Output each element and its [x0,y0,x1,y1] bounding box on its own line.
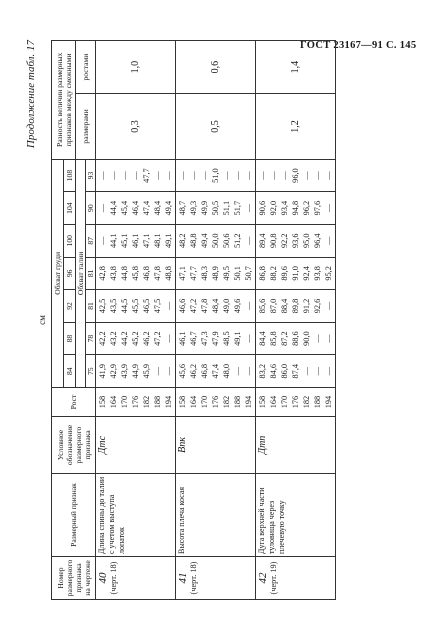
measurement-value: 97,6 [313,200,322,216]
measurement-value: 47,2 [153,331,162,346]
measurement-value: 50,6 [222,233,231,249]
measurement-value: 45,4 [120,200,129,216]
page-header: ГОСТ 23167—91 С. 145 [300,40,417,51]
measurement-value: 46,4 [131,200,140,216]
measurement-value: 46,1 [178,331,187,346]
value-column [256,322,336,355]
waist-value: 93 [86,171,95,180]
measurement-value: 50,0 [211,233,220,249]
measurement-value: — [164,301,173,311]
measurement-value: 49,4 [200,233,209,249]
measurement-value: 48,4 [153,200,162,216]
measurement-value: 48,0 [222,363,231,379]
value-column [256,159,336,192]
measurement-value: 49,3 [189,200,198,216]
measurement-value: — [164,334,173,343]
measurement-value: 89,6 [280,266,289,281]
measurement-value: — [164,367,173,376]
waist-subheader [76,159,96,387]
height-value: 194 [164,395,173,409]
measurement-value: — [131,171,140,180]
measurement-value: 45,8 [131,266,140,281]
measurement-value: — [222,171,231,180]
measurement-value: 45,1 [120,233,129,249]
measurement-value: — [269,171,278,180]
col-num-header: Номер размерного признака на чертеже [52,557,96,600]
measurement-value: 89,4 [258,233,267,249]
measurement-value: 50,1 [233,266,242,281]
height-value: 182 [142,395,151,409]
col-chest-header: Обхват груди [52,159,64,387]
height-value: 194 [324,395,333,409]
measurements-table [51,40,336,600]
height-value: 182 [222,395,231,409]
measurement-value: 93,6 [291,233,300,249]
measurement-value: 46,7 [189,331,198,346]
measurement-value: 45,9 [142,363,151,379]
height-value: 170 [120,395,129,409]
measurement-value: 45,6 [178,363,187,379]
measurement-value: 50,7 [244,266,253,281]
measurement-symbol: Впк [176,417,256,474]
measurement-value: 94,8 [291,200,300,216]
measurement-value: — [233,367,242,376]
measurement-value: 46,2 [189,363,198,379]
measurement-value: 87,2 [280,331,289,346]
measurement-value: 42,2 [98,331,107,346]
measurement-value: 47,4 [142,200,151,216]
measurement-value: — [324,334,333,343]
measurement-value: 86,8 [258,266,267,281]
height-value: 188 [153,395,162,409]
value-column [176,257,256,290]
measurement-value: — [98,204,107,213]
measurement-value: 49,1 [164,233,173,249]
measurement-value: — [109,171,118,180]
measurement-value: 92,2 [280,233,289,249]
measurement-value: 47,3 [200,331,209,346]
measurement-value: 90,0 [302,331,311,346]
measurement-value: 95,0 [302,233,311,249]
measurement-value: 93,4 [280,200,289,216]
height-value: 188 [233,395,242,409]
measurement-value: 49,5 [222,266,231,281]
diff-heights-value: 0,6 [176,41,256,94]
measurement-value: 44,1 [109,233,118,249]
measurement-value: — [324,236,333,245]
col-height-header: Рост [52,388,96,417]
measurement-value: 92,4 [302,266,311,281]
measurement-value: 87,0 [269,298,278,314]
value-column [256,355,336,388]
measurement-value: 46,5 [142,298,151,314]
measurement-value: — [244,236,253,245]
measurement-value: 48,1 [153,233,162,249]
measurement-value: 47,1 [142,233,151,249]
measurement-value: — [189,171,198,180]
value-column [176,355,256,388]
measurement-value: 49,1 [233,331,242,346]
chest-value: 92 [64,290,76,323]
value-column [96,257,176,290]
measurement-value: 93,8 [313,266,322,281]
col-name-header: Размерный признак [52,474,96,557]
measurement-value: — [324,171,333,180]
height-value: 158 [258,395,267,409]
row-number: 41 [177,572,189,584]
measurement-value: — [244,367,253,376]
diff-sizes-value: 0,3 [96,94,176,160]
height-value: 194 [244,395,253,409]
measurement-value: 50,5 [211,200,220,216]
chest-value: 88 [64,322,76,355]
diff-sizes-value: 1,2 [256,94,336,160]
height-value: 164 [109,395,118,409]
measurement-value: 44,8 [120,266,129,281]
value-column [96,224,176,257]
value-column [96,159,176,192]
value-column [96,322,176,355]
measurement-value: — [244,301,253,311]
measurement-value: 44,2 [120,331,129,346]
measurement-value: 43,9 [120,363,129,379]
measurement-value: 90,8 [269,233,278,249]
measurement-value: — [313,171,322,180]
col-waist-header: Обхват талии [76,160,86,387]
measurement-value: 41,9 [98,363,107,379]
measurement-value: — [324,301,333,311]
value-column [256,290,336,323]
measurement-value: 51,7 [233,200,242,216]
measurement-value: 96,4 [313,233,322,249]
measurement-symbol: Дтс [96,417,176,474]
table-row [256,41,336,600]
measurement-value: — [313,367,322,376]
chest-value: 100 [64,224,76,257]
height-value: 188 [313,395,322,409]
measurement-value: 42,8 [98,266,107,281]
measurement-symbol: Дтп [256,417,336,474]
height-value: 164 [269,395,278,409]
diff-heights-value: 1,4 [256,41,336,94]
measurement-value: 96,2 [302,200,311,216]
measurement-value: 44,5 [120,298,129,314]
measurement-value: — [98,171,107,180]
measurement-name: Высота плеча косая [176,474,256,557]
col-diff-header: Разность величин размерных признаков между смежными [52,41,76,160]
row-number: 42 [257,572,269,584]
drawing-reference: (черт. 19) [269,561,278,595]
measurement-value: — [233,171,242,180]
measurement-value: — [120,171,129,180]
waist-value: 87 [86,224,95,257]
measurement-value: 47,2 [189,298,198,314]
col-diff-sizes-header: размерами [76,94,96,160]
measurement-value: 43,5 [109,298,118,314]
row-number-cell [256,557,336,600]
waist-value: 81 [86,289,95,322]
chest-value: 84 [64,355,76,388]
value-column [176,322,256,355]
diff-sizes-value: 0,5 [176,94,256,160]
measurement-value: — [200,171,209,180]
value-column [96,290,176,323]
value-column [176,159,256,192]
measurement-value: 46,2 [142,331,151,346]
heights-cell [256,388,336,417]
chest-value: 96 [64,257,76,290]
waist-value: 90 [86,191,95,224]
measurement-value: — [258,171,267,180]
measurement-value: 83,2 [258,363,267,379]
measurement-value: 51,0 [211,168,220,183]
measurement-value: 92,6 [313,298,322,314]
measurement-value: 48,4 [211,298,220,314]
measurement-value: 92,0 [269,200,278,216]
height-value: 170 [200,395,209,409]
measurement-value: 48,8 [189,233,198,249]
measurement-value: — [244,334,253,343]
table-row [96,41,176,600]
measurement-value: 49,9 [200,200,209,216]
measurement-value: 42,9 [109,363,118,379]
measurement-value: — [153,171,162,180]
measurement-value: 46,6 [178,298,187,314]
chest-value: 104 [64,192,76,225]
measurement-value: 45,5 [131,298,140,314]
measurement-value: 48,3 [200,266,209,281]
measurement-value: 85,8 [269,331,278,346]
measurement-value: — [98,236,107,245]
measurement-value: 44,9 [131,363,140,379]
height-value: 176 [211,395,220,409]
measurement-value: — [302,171,311,180]
measurement-value: — [324,204,333,213]
measurement-value: 45,2 [131,331,140,346]
measurement-value: — [280,171,289,180]
measurement-value: 48,9 [211,266,220,281]
measurement-value: 47,7 [189,266,198,281]
measurement-value: 49,4 [164,200,173,216]
measurement-value: 47,8 [200,298,209,314]
measurement-value: 91,2 [302,298,311,314]
measurement-value: 47,8 [153,266,162,281]
measurement-value: 96,0 [291,168,300,183]
measurement-value: 47,4 [211,363,220,379]
height-value: 158 [98,395,107,409]
height-value: 164 [189,395,198,409]
measurement-value: — [244,204,253,213]
heights-cell [96,388,176,417]
measurement-value: 49,6 [233,298,242,314]
value-column [176,224,256,257]
measurement-value: 91,0 [291,266,300,281]
measurement-name: Дуга верхней части туловища через плечевую точку [256,474,336,557]
table-continuation-caption: Продолжение табл. 17 [25,40,37,149]
waist-value: 78 [86,322,95,355]
waist-value: 75 [86,354,95,387]
col-symbol-header: Условное обозначение размерного признака [52,417,96,474]
measurement-value: 47,9 [211,331,220,346]
measurement-value: 47,1 [178,266,187,281]
measurement-value: 48,5 [222,331,231,346]
measurement-value: 51,2 [233,233,242,249]
measurement-value: 86,0 [280,363,289,379]
measurement-value: 84,4 [258,331,267,346]
measurement-value: 85,6 [258,298,267,314]
measurement-value: 84,6 [269,363,278,379]
measurement-value: 43,2 [109,331,118,346]
measurement-value: 48,7 [178,200,187,216]
heights-cell [176,388,256,417]
measurement-value: 48,8 [164,266,173,281]
waist-values-row [86,160,95,387]
measurement-name: Длина спины до талии с учетом выступа лопаток [96,474,176,557]
measurement-value: — [324,367,333,376]
rotated-table-block [25,40,405,600]
measurement-value: 48,2 [178,233,187,249]
measurement-value: 88,6 [291,331,300,346]
measurement-value: 42,5 [98,298,107,314]
measurement-value: 46,8 [200,363,209,379]
measurement-value: 47,7 [142,168,151,183]
diff-heights-value: 1,0 [96,41,176,94]
measurement-value: 87,4 [291,363,300,379]
measurement-value: — [244,171,253,180]
value-column [176,192,256,225]
measurement-value: 47,5 [153,298,162,314]
height-value: 176 [131,395,140,409]
table-body [96,41,336,600]
measurement-value: — [153,367,162,376]
chest-value: 108 [64,159,76,192]
col-diff-heights-header: ростами [76,41,96,94]
row-number: 40 [97,572,109,584]
measurement-value: 88,2 [269,266,278,281]
value-column [96,355,176,388]
measurement-value: 89,8 [291,298,300,314]
measurement-value: 46,1 [131,233,140,249]
waist-value: 81 [86,257,95,290]
row-number-cell [176,557,256,600]
measurement-value: — [302,367,311,376]
row-number-cell [96,557,176,600]
measurement-value: 49,0 [222,298,231,314]
drawing-reference: (черт. 18) [189,561,198,595]
measurement-value: 95,2 [324,266,333,281]
value-column [96,192,176,225]
measurement-value: — [164,171,173,180]
measurement-value: 88,4 [280,298,289,314]
drawing-reference: (черт. 18) [109,561,118,595]
table-row [176,41,256,600]
value-column [256,192,336,225]
measurement-value: 51,1 [222,200,231,216]
height-value: 158 [178,395,187,409]
value-column [256,224,336,257]
measurement-value: 44,4 [109,200,118,216]
measurement-value: 43,8 [109,266,118,281]
height-value: 170 [280,395,289,409]
measurement-value: — [313,334,322,343]
unit-label: см [37,315,47,325]
height-value: 182 [302,395,311,409]
measurement-value: 90,6 [258,200,267,216]
value-column [256,257,336,290]
measurement-value: — [178,171,187,180]
value-column [176,290,256,323]
measurement-value: 46,8 [142,266,151,281]
height-value: 176 [291,395,300,409]
